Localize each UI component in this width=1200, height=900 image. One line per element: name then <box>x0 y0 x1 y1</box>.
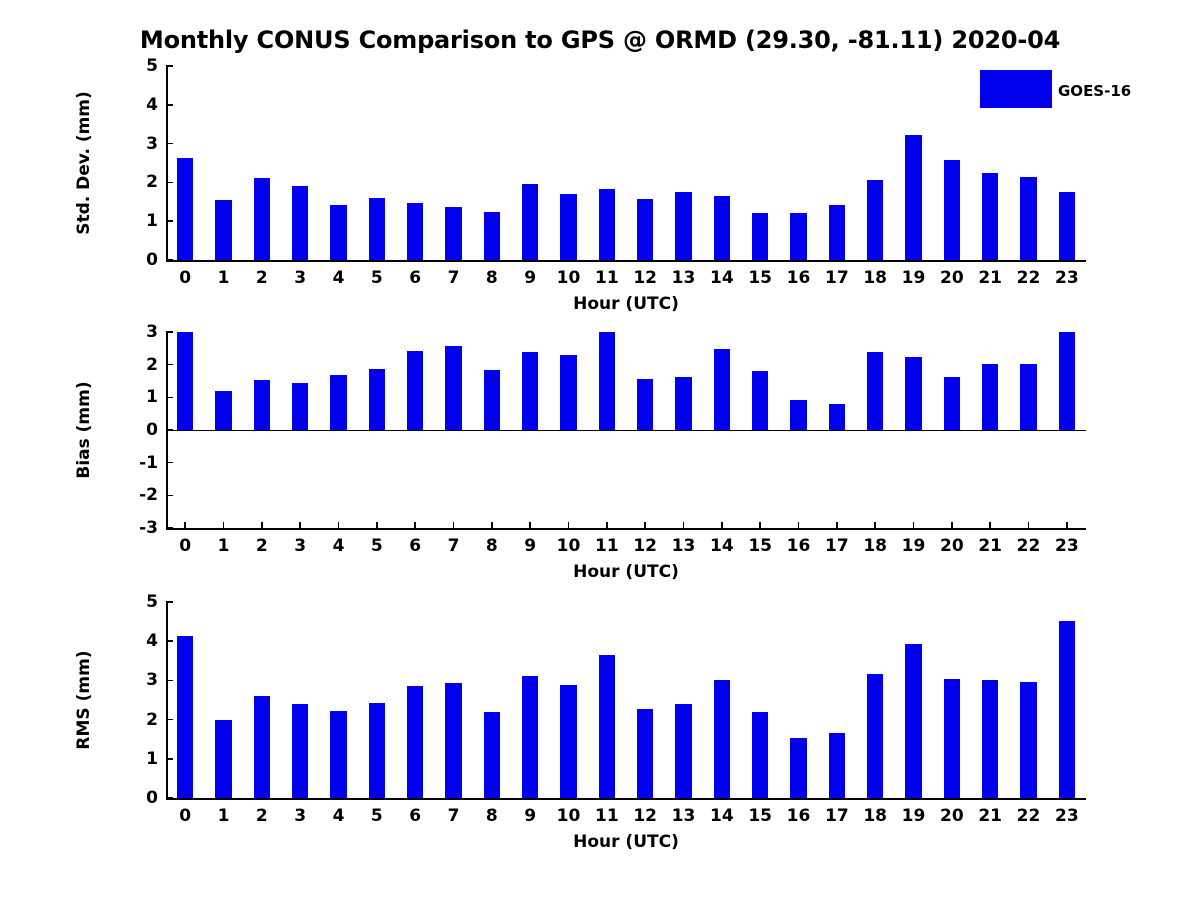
x-tick-mark <box>414 522 416 529</box>
bar <box>522 184 538 260</box>
y-tick-mark <box>166 758 173 760</box>
x-tick-label: 11 <box>594 268 619 288</box>
y-tick-label: 5 <box>146 592 158 612</box>
x-tick-label: 22 <box>1016 536 1041 556</box>
bar <box>177 636 193 798</box>
y-axis-title: RMS (mm) <box>74 650 94 750</box>
chart-panel-rms <box>74 592 1086 852</box>
bar <box>445 207 461 260</box>
y-axis-line <box>166 602 168 798</box>
bar <box>215 720 231 798</box>
x-tick-label: 21 <box>978 806 1002 826</box>
x-tick-label: 8 <box>485 806 498 826</box>
bar <box>369 369 385 430</box>
x-tick-label: 21 <box>978 268 1002 288</box>
x-tick-label: 19 <box>901 268 926 288</box>
bar <box>292 383 308 430</box>
x-tick-mark <box>874 522 876 529</box>
bar <box>215 200 231 260</box>
bar <box>752 371 768 430</box>
bar <box>445 346 461 430</box>
bar <box>1059 332 1075 430</box>
x-tick-mark <box>989 522 991 529</box>
bar <box>790 213 806 260</box>
bar <box>292 704 308 798</box>
x-tick-label: 13 <box>671 806 696 826</box>
x-tick-label: 3 <box>294 806 307 826</box>
x-tick-mark <box>913 522 915 529</box>
bar <box>484 370 500 430</box>
x-tick-label: 17 <box>824 536 849 556</box>
x-tick-mark <box>261 522 263 529</box>
y-tick-mark <box>166 495 173 497</box>
bar <box>1020 682 1036 798</box>
bar <box>752 712 768 798</box>
x-tick-label: 23 <box>1054 268 1079 288</box>
bar <box>560 355 576 430</box>
bar <box>905 135 921 260</box>
y-tick-mark <box>166 680 173 682</box>
bar <box>407 351 423 430</box>
y-tick-label: 1 <box>146 211 158 232</box>
x-tick-label: 2 <box>255 268 268 288</box>
legend-label: GOES-16 <box>1058 82 1132 100</box>
x-tick-label: 14 <box>709 536 734 556</box>
y-tick-mark <box>166 259 173 261</box>
legend-swatch <box>980 70 1052 108</box>
bar <box>675 192 691 260</box>
bar <box>982 680 998 798</box>
x-tick-label: 3 <box>294 536 307 556</box>
x-axis-line <box>166 260 1086 262</box>
y-tick-label: 5 <box>146 56 158 76</box>
x-tick-label: 6 <box>409 268 422 288</box>
x-tick-label: 18 <box>863 536 887 556</box>
x-tick-label: 9 <box>524 268 537 288</box>
bar <box>714 680 730 798</box>
x-tick-label: 6 <box>409 806 422 826</box>
x-tick-label: 4 <box>332 268 345 288</box>
x-tick-label: 17 <box>824 268 849 288</box>
x-tick-label: 0 <box>179 536 192 556</box>
x-tick-label: 10 <box>556 268 581 288</box>
bar <box>292 186 308 260</box>
bar <box>790 400 806 430</box>
x-tick-label: 14 <box>709 268 734 288</box>
bar <box>905 357 921 431</box>
bar <box>599 189 615 260</box>
x-tick-label: 7 <box>447 268 460 288</box>
bar <box>177 332 193 430</box>
x-tick-label: 15 <box>748 268 772 288</box>
bar <box>215 391 231 430</box>
bar <box>522 676 538 798</box>
y-tick-mark <box>166 601 173 603</box>
bar <box>599 655 615 798</box>
x-tick-label: 11 <box>594 536 619 556</box>
x-tick-label: 1 <box>217 268 230 288</box>
x-tick-mark <box>836 522 838 529</box>
bar <box>829 404 845 430</box>
x-tick-mark <box>1066 522 1068 529</box>
bar <box>637 709 653 798</box>
x-tick-label: 9 <box>524 536 537 556</box>
y-tick-mark <box>166 719 173 721</box>
bar <box>675 704 691 798</box>
x-tick-mark <box>721 522 723 529</box>
bar <box>522 352 538 430</box>
x-tick-mark <box>951 522 953 529</box>
x-tick-label: 0 <box>179 806 192 826</box>
bar <box>675 377 691 430</box>
x-tick-label: 10 <box>556 536 581 556</box>
chart-panel-std-dev <box>74 56 1132 314</box>
x-tick-label: 10 <box>556 806 581 826</box>
x-tick-mark <box>184 522 186 529</box>
bar <box>407 203 423 260</box>
bar <box>714 196 730 260</box>
bar <box>254 380 270 430</box>
y-tick-label: 4 <box>146 631 158 652</box>
x-tick-label: 7 <box>447 536 460 556</box>
x-tick-label: 18 <box>863 806 887 826</box>
x-axis-title: Hour (UTC) <box>573 562 679 582</box>
x-tick-label: 1 <box>217 806 230 826</box>
bar <box>714 349 730 430</box>
x-tick-label: 12 <box>633 268 657 288</box>
x-tick-label: 15 <box>748 806 772 826</box>
x-axis-line <box>166 528 1086 530</box>
bar <box>484 212 500 260</box>
bar <box>1020 364 1036 430</box>
x-tick-label: 19 <box>901 806 926 826</box>
bar <box>369 703 385 798</box>
bar <box>1059 621 1075 798</box>
y-tick-mark <box>166 104 173 106</box>
bar <box>752 213 768 260</box>
x-tick-mark <box>299 522 301 529</box>
y-tick-mark <box>166 220 173 222</box>
y-tick-mark <box>166 364 173 366</box>
x-tick-label: 1 <box>217 536 230 556</box>
x-tick-mark <box>376 522 378 529</box>
bar <box>829 733 845 798</box>
x-tick-label: 4 <box>332 806 345 826</box>
x-tick-label: 5 <box>370 536 383 556</box>
x-tick-label: 7 <box>447 806 460 826</box>
x-tick-mark <box>338 522 340 529</box>
x-axis-title: Hour (UTC) <box>573 294 679 314</box>
x-tick-label: 0 <box>179 268 192 288</box>
x-tick-label: 20 <box>939 536 964 556</box>
y-tick-label: 1 <box>146 387 158 408</box>
bar <box>867 180 883 260</box>
y-tick-mark <box>166 429 173 431</box>
x-tick-label: 12 <box>633 806 657 826</box>
y-axis-title: Std. Dev. (mm) <box>74 91 94 235</box>
y-tick-label: 0 <box>146 420 158 440</box>
x-tick-label: 2 <box>255 536 268 556</box>
y-tick-mark <box>166 331 173 333</box>
y-tick-label: 2 <box>146 172 158 193</box>
bar <box>905 644 921 798</box>
x-tick-label: 3 <box>294 268 307 288</box>
x-tick-label: 17 <box>824 806 849 826</box>
bar <box>254 178 270 260</box>
bar <box>867 674 883 798</box>
x-tick-label: 23 <box>1054 806 1079 826</box>
x-tick-label: 13 <box>671 536 696 556</box>
y-tick-label: 0 <box>146 250 158 270</box>
x-tick-label: 6 <box>409 536 422 556</box>
y-tick-mark <box>166 462 173 464</box>
x-tick-mark <box>798 522 800 529</box>
y-tick-mark <box>166 143 173 145</box>
x-tick-label: 16 <box>786 806 811 826</box>
page-title: Monthly CONUS Comparison to GPS @ ORMD (29.30, -81.11) 2020-04 <box>139 26 1061 54</box>
chart-panel-bias <box>74 322 1086 582</box>
bar <box>982 173 998 260</box>
x-tick-label: 5 <box>370 268 383 288</box>
x-tick-label: 11 <box>594 806 619 826</box>
bar <box>177 158 193 260</box>
y-tick-label: 3 <box>146 670 158 691</box>
x-tick-label: 20 <box>939 268 964 288</box>
x-tick-label: 13 <box>671 268 696 288</box>
x-tick-label: 9 <box>524 806 537 826</box>
x-tick-label: 18 <box>863 268 887 288</box>
x-tick-mark <box>453 522 455 529</box>
bar <box>330 375 346 430</box>
bar <box>790 738 806 798</box>
x-tick-mark <box>529 522 531 529</box>
x-tick-label: 16 <box>786 268 811 288</box>
x-tick-label: 23 <box>1054 536 1079 556</box>
bar <box>944 160 960 260</box>
x-tick-label: 15 <box>748 536 772 556</box>
bar <box>407 686 423 798</box>
y-tick-mark <box>166 65 173 67</box>
y-tick-label: -1 <box>139 452 158 473</box>
x-tick-label: 22 <box>1016 268 1041 288</box>
y-tick-label: 4 <box>146 94 158 115</box>
bar <box>369 198 385 260</box>
bar <box>1020 177 1036 260</box>
x-tick-label: 8 <box>485 536 498 556</box>
y-tick-label: 2 <box>146 354 158 375</box>
y-tick-label: -2 <box>139 485 158 506</box>
y-tick-label: 3 <box>146 322 158 342</box>
bar <box>254 696 270 798</box>
x-tick-label: 4 <box>332 536 345 556</box>
bar <box>982 364 998 430</box>
x-tick-label: 8 <box>485 268 498 288</box>
bar <box>867 352 883 430</box>
y-tick-mark <box>166 182 173 184</box>
bar <box>599 332 615 430</box>
zero-baseline <box>166 430 1086 431</box>
x-axis-title: Hour (UTC) <box>573 832 679 852</box>
bar <box>944 679 960 798</box>
y-tick-label: -3 <box>139 518 158 538</box>
bar <box>560 194 576 260</box>
x-tick-mark <box>223 522 225 529</box>
y-axis-line <box>166 66 168 260</box>
bar <box>1059 192 1075 260</box>
bar <box>637 379 653 430</box>
x-tick-label: 5 <box>370 806 383 826</box>
x-tick-label: 22 <box>1016 806 1041 826</box>
y-tick-mark <box>166 397 173 399</box>
y-tick-mark <box>166 527 173 529</box>
x-tick-mark <box>759 522 761 529</box>
bar <box>445 683 461 798</box>
x-tick-label: 20 <box>939 806 964 826</box>
bar <box>484 712 500 798</box>
x-tick-label: 12 <box>633 536 657 556</box>
x-tick-mark <box>606 522 608 529</box>
x-tick-mark <box>568 522 570 529</box>
bar <box>637 199 653 260</box>
x-tick-mark <box>644 522 646 529</box>
x-tick-mark <box>1028 522 1030 529</box>
x-axis-line <box>166 798 1086 800</box>
x-tick-label: 14 <box>709 806 734 826</box>
y-tick-label: 2 <box>146 709 158 730</box>
y-tick-label: 3 <box>146 133 158 154</box>
y-tick-mark <box>166 640 173 642</box>
bar <box>944 377 960 430</box>
x-tick-label: 2 <box>255 806 268 826</box>
y-tick-label: 0 <box>146 788 158 808</box>
y-tick-mark <box>166 797 173 799</box>
bar <box>330 205 346 260</box>
bar <box>560 685 576 798</box>
y-tick-label: 1 <box>146 748 158 769</box>
x-tick-label: 16 <box>786 536 811 556</box>
x-tick-mark <box>683 522 685 529</box>
x-tick-mark <box>491 522 493 529</box>
x-tick-label: 21 <box>978 536 1002 556</box>
y-axis-title: Bias (mm) <box>74 381 94 479</box>
x-tick-label: 19 <box>901 536 926 556</box>
bar <box>330 711 346 798</box>
bar <box>829 205 845 260</box>
